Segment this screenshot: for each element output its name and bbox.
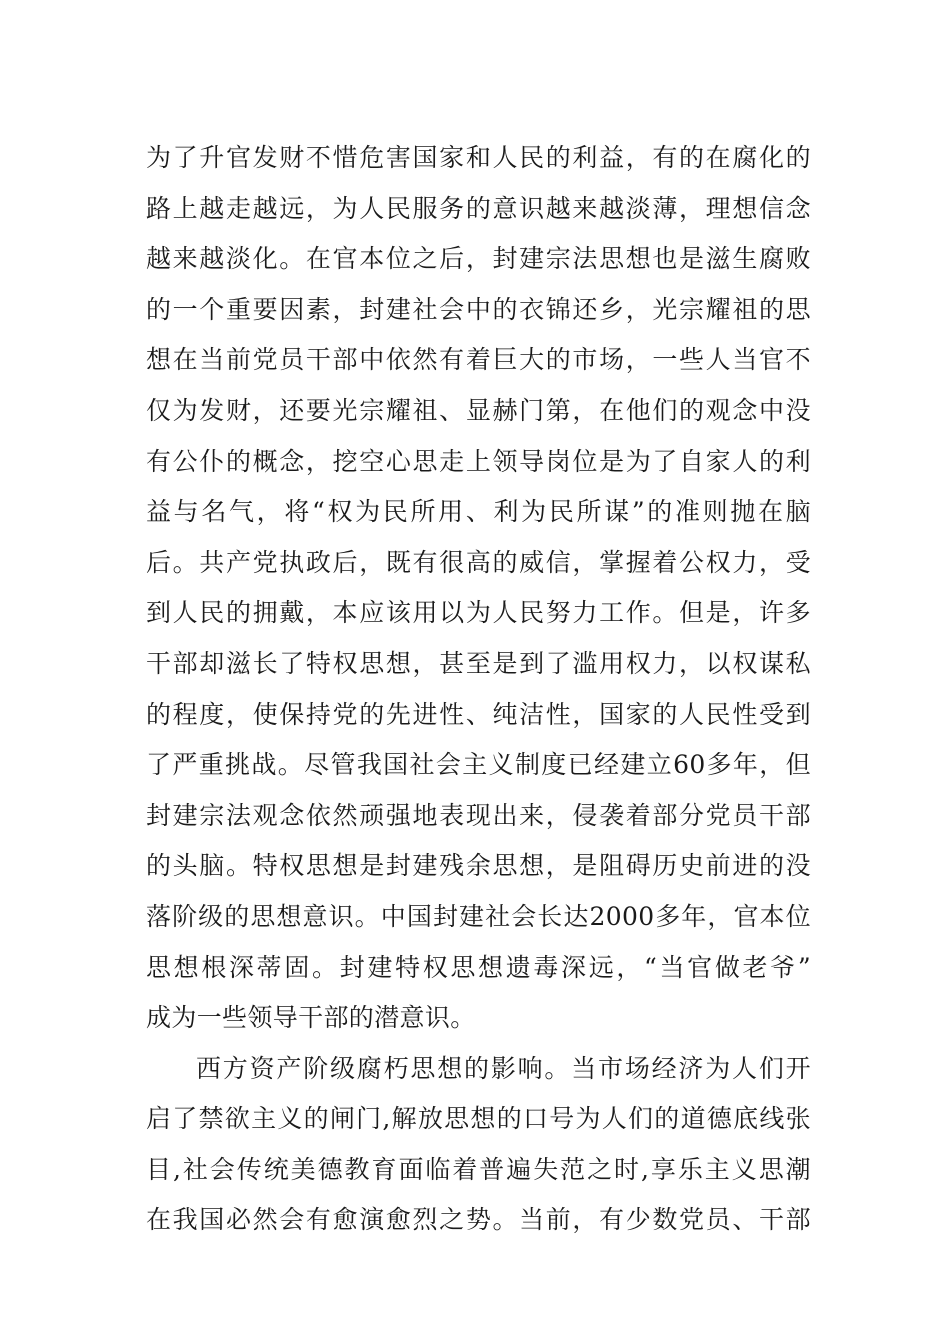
text-line: 在我国必然会有愈演愈烈之势。当前，有少数党员、干部	[146, 1205, 811, 1235]
text-line: 到人民的拥戴，本应该用以为人民努力工作。但是，许多	[146, 598, 811, 628]
text-line: 仅为发财，还要光宗耀祖、显赫门第，在他们的观念中没	[146, 395, 811, 425]
text-line: 封建宗法观念依然顽强地表现出来，侵袭着部分党员干部	[146, 800, 811, 830]
text-line: 西方资产阶级腐朽思想的影响。当市场经济为人们开	[196, 1053, 811, 1083]
text-line: 越来越淡化。在官本位之后，封建宗法思想也是滋生腐败	[146, 244, 811, 274]
body-text	[146, 133, 811, 1246]
text-line: 的一个重要因素，封建社会中的衣锦还乡，光宗耀祖的思	[146, 294, 811, 324]
text-line: 了严重挑战。尽管我国社会主义制度已经建立60多年，但	[146, 750, 811, 780]
text-line: 益与名气，将“权为民所用、利为民所谋”的准则抛在脑	[146, 497, 811, 527]
text-line: 路上越走越远，为人民服务的意识越来越淡薄，理想信念	[146, 193, 811, 223]
text-line: 为了升官发财不惜危害国家和人民的利益，有的在腐化的	[146, 143, 811, 172]
text-line: 想在当前党员干部中依然有着巨大的市场，一些人当官不	[146, 345, 811, 375]
text-line: 落阶级的思想意识。中国封建社会长达2000多年，官本位	[146, 901, 811, 931]
text-line: 的程度，使保持党的先进性、纯洁性，国家的人民性受到	[146, 699, 811, 729]
text-line: 干部却滋长了特权思想，甚至是到了滥用权力，以权谋私	[146, 648, 811, 678]
text-line: 有公仆的概念，挖空心思走上领导岗位是为了自家人的利	[146, 446, 811, 476]
paragraph-2	[146, 1044, 811, 1246]
text-line: 后。共产党执政后，既有很高的威信，掌握着公权力，受	[146, 547, 811, 577]
text-line: 目,社会传统美德教育面临着普遍失范之时,享乐主义思潮	[146, 1154, 811, 1184]
text-line: 的头脑。特权思想是封建残余思想，是阻碍历史前进的没	[146, 851, 811, 881]
text-line: 成为一些领导干部的潜意识。	[146, 1003, 476, 1033]
paragraph-1	[146, 133, 811, 1044]
text-line: 思想根深蒂固。封建特权思想遗毒深远，“当官做老爷”	[146, 952, 811, 982]
text-line: 启了禁欲主义的闸门,解放思想的口号为人们的道德底线张	[146, 1104, 811, 1134]
